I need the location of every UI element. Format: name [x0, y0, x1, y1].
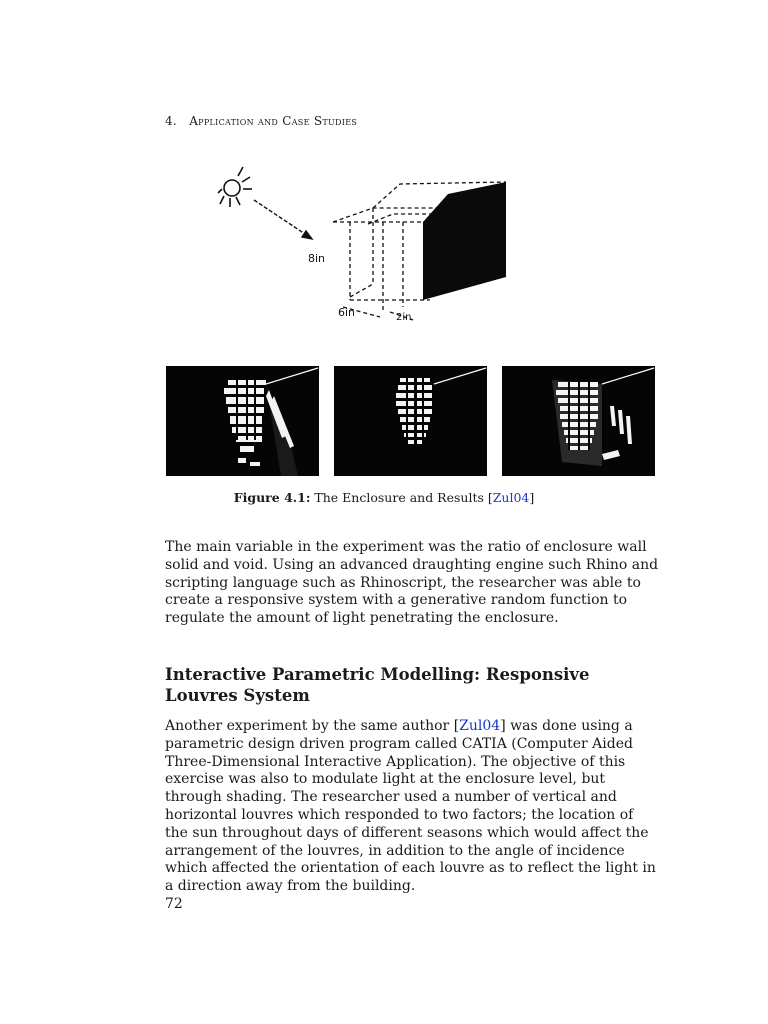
result-image-2 [334, 366, 487, 476]
enclosure-diagram [168, 152, 656, 360]
result-image-1 [166, 366, 319, 476]
chapter-title: Application and Case Studies [189, 114, 358, 128]
chapter-number: 4. [165, 114, 178, 128]
label-width: 6in [338, 306, 356, 319]
figure-caption [0, 490, 768, 505]
paragraph-1: The main variable in the experiment was the ratio of enclosure wall solid and void. Using an advanced draughting engine such Rhino and scripting language such as Rhinoscript, the researcher was able to create a responsive system with a generative random function to regulate the amount of light penetrating the enclosure. [165, 539, 659, 627]
running-head [165, 114, 357, 128]
caption-end: ] [529, 490, 535, 505]
caption-text: The Enclosure and Results [ [314, 490, 493, 505]
paragraph-2-start: Another experiment by the same author [ [165, 718, 460, 734]
page-number: 72 [165, 896, 183, 912]
label-depth: 2in [396, 312, 412, 323]
citation-link[interactable]: Zul04 [492, 490, 530, 505]
sun-icon [218, 167, 252, 207]
light-ray-arrow [254, 200, 312, 239]
section-heading: Interactive Parametric Modelling: Responsive Louvres System [165, 665, 590, 705]
label-height: 8in [308, 252, 326, 265]
result-image-3 [502, 366, 655, 476]
solid-enclosure-box [373, 182, 506, 300]
paragraph-2 [165, 718, 660, 896]
results-row [166, 366, 656, 476]
paragraph-2-rest: ] was done using a parametric design driven program called CATIA (Computer Aided Three-Dimensional Interactive Application). The objective of this exercise was also to modulate light at the enclosure level, but through shading. The researcher used a number of vertical and horizontal louvres which responded to two factors; the location of the sun throughout days of different seasons which would affect the arrangement of the louvres, in addition to the angle of incidence which affected the orientation of each louvre as to reflect the light in a direction away from the building. [165, 718, 656, 895]
citation-link[interactable]: Zul04 [459, 718, 501, 734]
caption-label: Figure 4.1: [233, 490, 311, 505]
